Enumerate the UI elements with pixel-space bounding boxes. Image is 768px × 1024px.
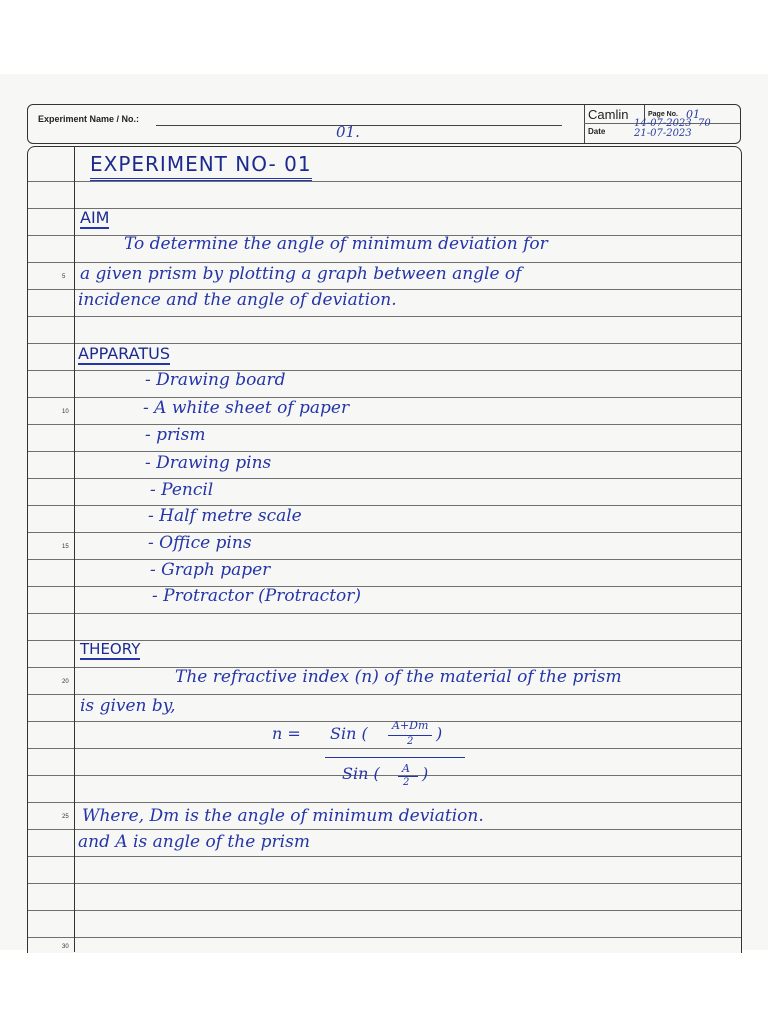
page-number-value: 01 [686,108,700,121]
experiment-underline [156,123,562,141]
line-number: 10 [62,409,69,415]
formula-denominator-fn: Sin ( [342,764,380,783]
apparatus-item: - Half metre scale [148,506,302,526]
apparatus-item: - Drawing board [145,370,286,390]
page-number-label: Page No. [648,111,678,118]
formula-main-fraction-bar [325,757,465,758]
line-number: 15 [62,544,69,550]
formula-numerator-fn: Sin ( [330,724,368,743]
theory-line: Where, Dm is the angle of minimum deviation. [82,806,484,826]
experiment-value: 01. [336,123,360,141]
apparatus-item: - Drawing pins [145,453,272,473]
theory-line: is given by, [80,696,176,716]
apparatus-item: - Protractor (Protractor) [152,586,362,606]
date-label: Date [588,127,606,136]
theory-line: and A is angle of the prism [78,832,310,852]
apparatus-item: - Office pins [148,533,252,553]
line-number: 30 [62,944,69,950]
date-value: 14-07-2023 70 21-07-2023 [634,118,711,139]
apparatus-item: - Graph paper [150,560,271,580]
apparatus-heading: APPARATUS [78,344,170,363]
formula-numerator-bottom: 2 [407,736,414,747]
aim-heading: AIM [80,208,110,227]
formula-lhs: n = [272,724,301,743]
formula-numerator-close: ) [436,724,443,743]
apparatus-item: - A white sheet of paper [143,398,350,418]
formula-denominator-close: ) [422,764,429,783]
aim-line: To determine the angle of minimum deviation for [124,234,548,254]
line-number: 5 [62,274,66,280]
formula-denominator-top: A [402,762,410,775]
brand-logo: Camlin [588,107,629,122]
theory-line: The refractive index (n) of the material of the prism [175,667,622,687]
page-header [27,104,741,144]
aim-line: incidence and the angle of deviation. [78,290,397,310]
apparatus-item: - Pencil [150,480,214,500]
line-number: 25 [62,814,69,820]
page-title: EXPERIMENT NO- 01 [90,152,312,181]
margin-line [74,146,75,952]
apparatus-item: - prism [145,425,206,445]
formula-denominator-bottom: 2 [403,777,410,788]
aim-line: a given prism by plotting a graph between angle of [80,264,522,284]
header-divider [584,105,585,143]
line-number: 20 [62,679,69,685]
formula-numerator-top: A+Dm [392,719,429,732]
theory-heading: THEORY [80,640,141,658]
background [0,950,768,1024]
experiment-label: Experiment Name / No.: [38,114,140,124]
